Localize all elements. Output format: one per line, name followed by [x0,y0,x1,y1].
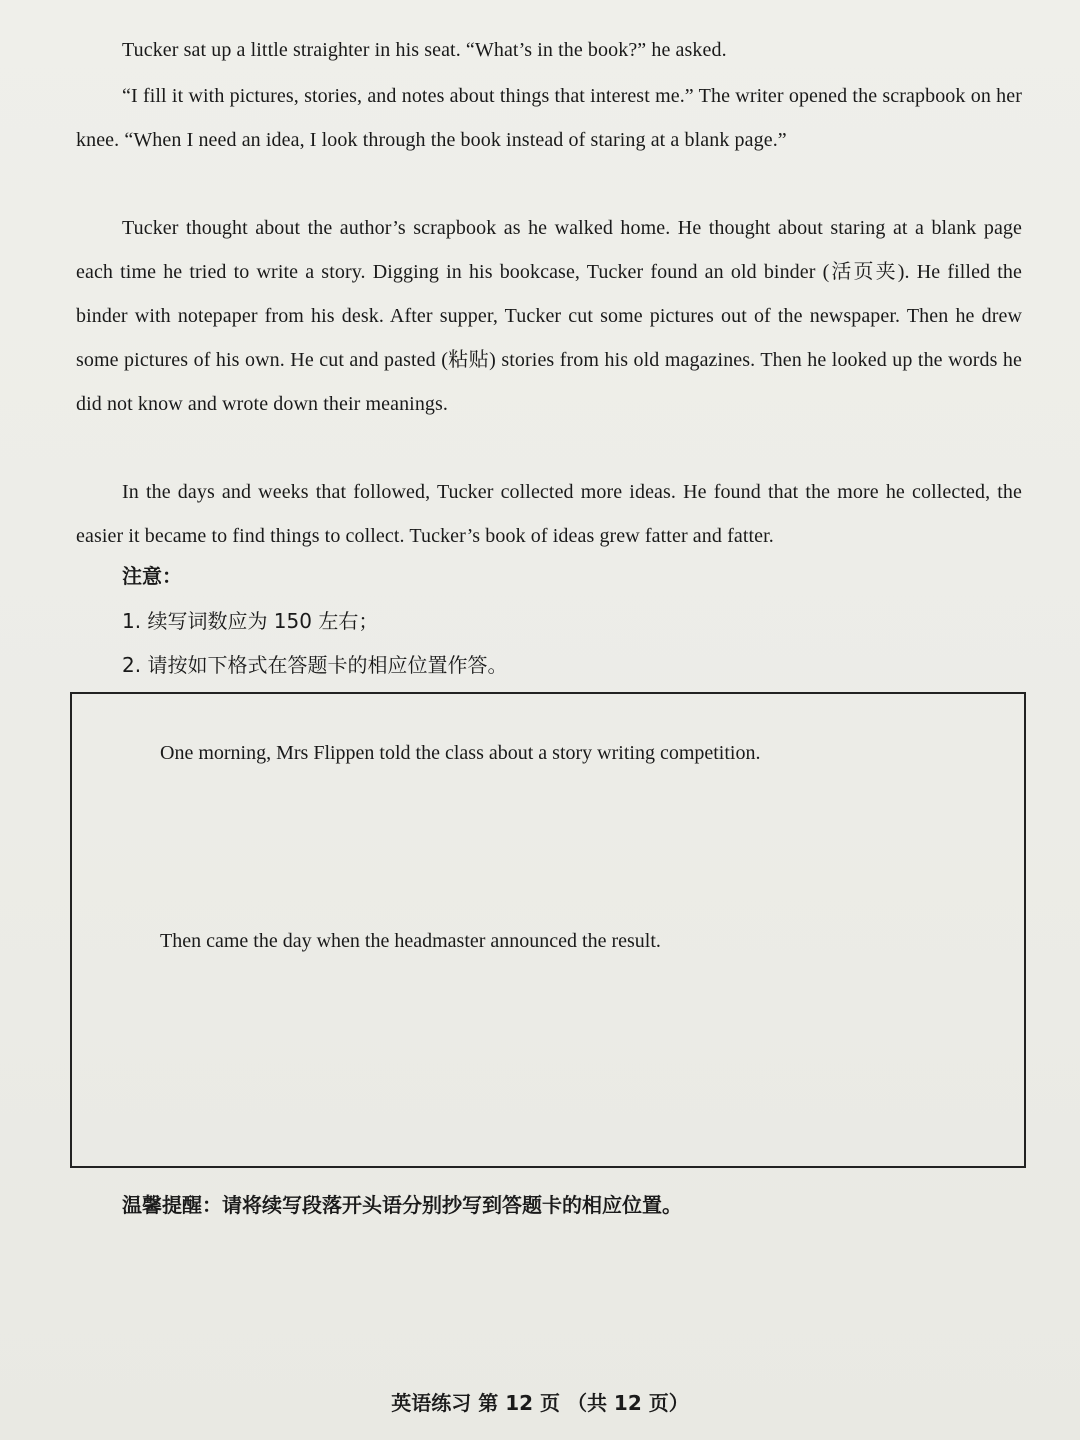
reminder-text: 温馨提醒：请将续写段落开头语分别抄写到答题卡的相应位置。 [122,1193,682,1217]
passage-paragraph-3: Tucker thought about the author’s scrapbook as he walked home. He thought about staring at a blank page each time he tried to write a story. Digging in his bookcase, Tucker found an old binder (活页夹). He filled the binder with notepaper from his desk. After supper, Tucker cut some pictures out of the newspaper. Then he drew some pictures of his own. He cut and pasted (粘贴) stories from his old magazines. Then he looked up the words he did not know and wrote down their meanings. [76,217,1022,415]
opening-sentence-1: One morning, Mrs Flippen told the class about a story writing competition. [160,742,761,764]
note-word-count: 1. 续写词数应为 150 左右； [122,609,379,633]
page-footer: 英语练习 第 12 页 （共 12 页） [391,1391,689,1415]
passage-paragraph-1: Tucker sat up a little straighter in his seat. “What’s in the book?” he asked. [122,39,727,61]
passage-paragraph-2: “I fill it with pictures, stories, and notes about things that interest me.” The writer opened the scrapbook on her knee. “When I need an idea, I look through the book instead of staring at a blank page.” [76,85,1022,151]
answer-box [70,692,1026,1168]
opening-sentence-2: Then came the day when the headmaster announced the result. [160,930,661,952]
notes-title: 注意： [122,564,182,588]
note-answer-format: 2. 请按如下格式在答题卡的相应位置作答。 [122,653,508,677]
passage-paragraph-4: In the days and weeks that followed, Tucker collected more ideas. He found that the more he collected, the easier it became to find things to collect. Tucker’s book of ideas grew fatter and fatter. [76,481,1022,547]
